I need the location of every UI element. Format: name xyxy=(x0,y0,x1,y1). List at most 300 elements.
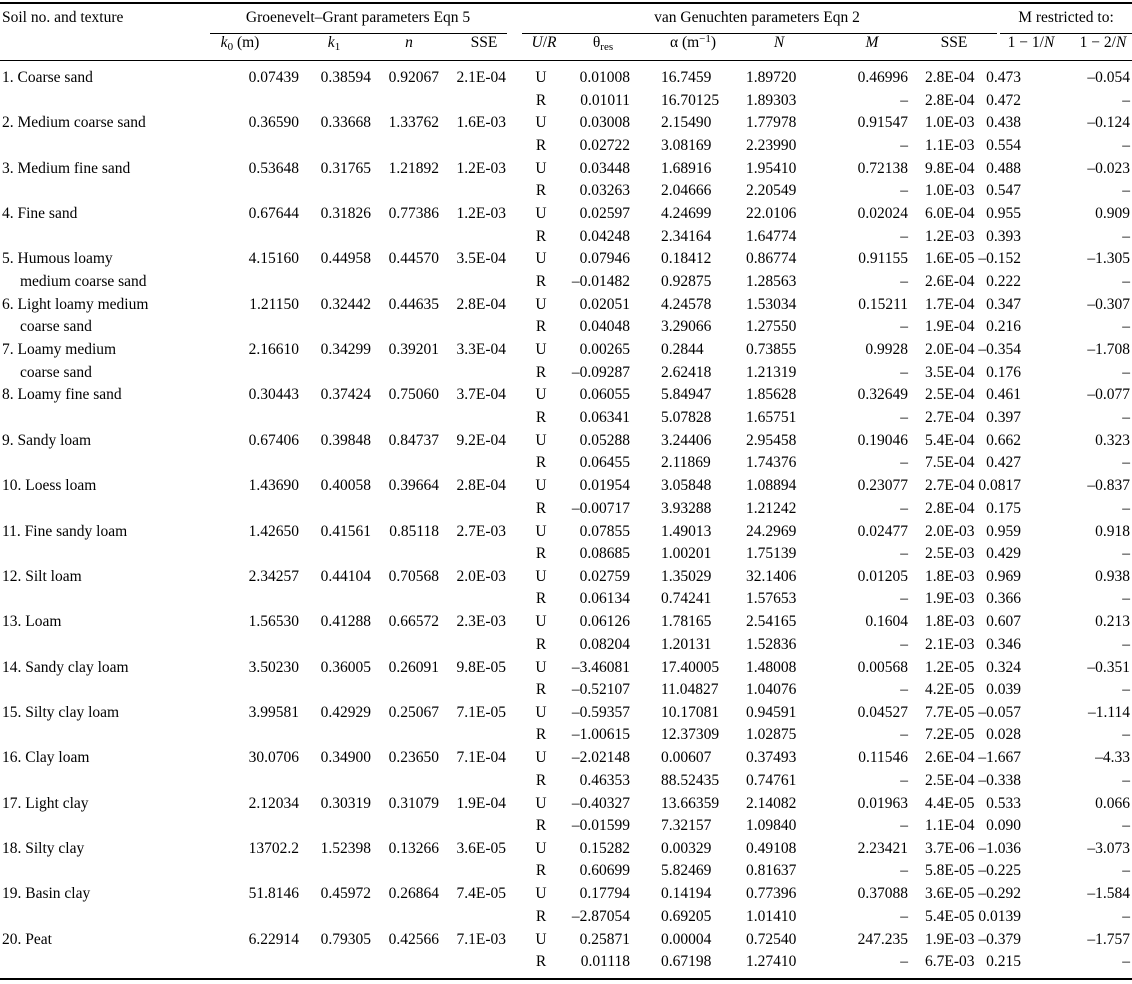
M-cell: – xyxy=(900,364,908,381)
theta-res-cell: –0.00717 xyxy=(571,500,630,517)
N-cell: 1.21242 xyxy=(746,500,797,517)
M-cell: 0.11546 xyxy=(858,749,908,766)
ur-label: U xyxy=(535,704,547,721)
alpha-cell: 5.82469 xyxy=(661,862,712,879)
sse-vg-cell: 1.2E-05 xyxy=(925,659,975,676)
sse-vg-cell: 5.4E-04 xyxy=(925,432,975,449)
theta-res-cell: 0.17794 xyxy=(579,885,630,902)
sse-gg-cell: 9.8E-05 xyxy=(456,659,506,676)
m-one-minus-1-over-N-cell: –0.354 xyxy=(978,341,1021,358)
m-one-minus-2-over-N-cell: 0.909 xyxy=(1095,205,1130,222)
M-cell: – xyxy=(900,862,908,879)
m-one-minus-1-over-N-cell: 0.554 xyxy=(986,137,1021,154)
soil-texture-label: 8. Loamy fine sand xyxy=(2,386,122,403)
k0-cell: 1.43690 xyxy=(248,477,299,494)
n-column-header: n xyxy=(405,34,413,51)
m-one-minus-1-over-N-cell: 0.216 xyxy=(986,318,1021,335)
theta-res-cell: –2.02148 xyxy=(571,749,630,766)
M-cell: – xyxy=(900,137,908,154)
ur-label: R xyxy=(535,908,547,925)
m-one-minus-1-over-N-cell: 0.366 xyxy=(986,590,1021,607)
N-cell: 0.77396 xyxy=(746,885,797,902)
m-one-minus-2-over-N-cell: – xyxy=(1122,500,1130,517)
k0-cell: 13702.2 xyxy=(248,840,299,857)
M-cell: 0.15211 xyxy=(858,296,908,313)
N-cell: 1.01410 xyxy=(746,908,797,925)
N-cell: 0.94591 xyxy=(746,704,797,721)
N-cell: 1.77978 xyxy=(746,114,797,131)
soil-texture-label: 1. Coarse sand xyxy=(2,69,93,86)
N-cell: 1.75139 xyxy=(746,545,797,562)
N-cell: 1.27410 xyxy=(746,953,797,970)
k1-cell: 0.39848 xyxy=(320,432,371,449)
m-one-minus-1-over-N-cell: 0.955 xyxy=(986,205,1021,222)
alpha-cell: 10.17081 xyxy=(661,704,720,721)
k0-cell: 3.50230 xyxy=(248,659,299,676)
m-restricted-group-header: M restricted to: xyxy=(1018,9,1114,26)
sse-vg-cell: 9.8E-04 xyxy=(925,160,975,177)
alpha-cell: 5.07828 xyxy=(661,409,712,426)
sse-gg-cell: 1.2E-03 xyxy=(456,160,506,177)
sse-gg-column-header: SSE xyxy=(470,34,498,51)
N-cell: 1.48008 xyxy=(746,659,797,676)
k0-cell: 0.67644 xyxy=(248,205,299,222)
m-one-minus-1-over-N-cell: 0.429 xyxy=(986,545,1021,562)
ur-label: R xyxy=(535,500,547,517)
alpha-cell: 3.08169 xyxy=(661,137,712,154)
m-one-minus-1-over-N-cell: 0.959 xyxy=(986,523,1021,540)
m-one-minus-2-over-N-cell: – xyxy=(1122,273,1130,290)
N-cell: 1.57653 xyxy=(746,590,797,607)
m-one-minus-1-over-N-cell: –1.667 xyxy=(978,749,1021,766)
N-cell: 22.0106 xyxy=(746,205,797,222)
M-cell: 0.32649 xyxy=(857,386,908,403)
sse-gg-cell: 2.8E-04 xyxy=(456,296,506,313)
k0-cell: 2.34257 xyxy=(248,568,299,585)
m-one-minus-2-over-N-cell: –0.351 xyxy=(1087,659,1130,676)
m-one-minus-1-over-N-cell: 0.969 xyxy=(986,568,1021,585)
M-cell: 0.72138 xyxy=(857,160,908,177)
alpha-cell: 0.69205 xyxy=(661,908,712,925)
m-one-minus-2-over-N-cell: – xyxy=(1122,137,1130,154)
m-one-minus-2-over-N-cell: 0.938 xyxy=(1095,568,1130,585)
ur-label: U xyxy=(535,659,547,676)
m-one-minus-1-over-N-cell: 0.324 xyxy=(986,659,1021,676)
m-one-minus-1-over-N-cell: 0.0817 xyxy=(978,477,1021,494)
alpha-cell: 0.67198 xyxy=(661,953,712,970)
alpha-cell: 11.04827 xyxy=(661,681,719,698)
sse-vg-cell: 2.8E-04 xyxy=(925,92,975,109)
m-one-minus-1-over-N-cell: 0.438 xyxy=(986,114,1021,131)
M-cell: – xyxy=(900,772,908,789)
n-cell: 0.13266 xyxy=(388,840,439,857)
alpha-cell: 0.00329 xyxy=(661,840,712,857)
theta-res-cell: 0.25871 xyxy=(579,931,630,948)
k1-column-header: $k_1$ xyxy=(327,34,341,53)
k1-cell: 0.38594 xyxy=(320,69,371,86)
theta-res-cell: 0.02722 xyxy=(579,137,630,154)
sse-vg-cell: 5.8E-05 xyxy=(925,862,975,879)
N-cell: 1.53034 xyxy=(746,296,797,313)
m-one-minus-1-over-N-cell: 0.662 xyxy=(986,432,1021,449)
alpha-cell: 1.00201 xyxy=(661,545,712,562)
m-one-minus-1-over-N-cell: 0.215 xyxy=(986,953,1021,970)
M-cell: – xyxy=(900,500,908,517)
sse-vg-cell: 1.6E-05 xyxy=(925,250,975,267)
sse-gg-cell: 1.9E-04 xyxy=(456,795,506,812)
ur-label: U xyxy=(535,432,547,449)
soil-texture-label: 7. Loamy medium xyxy=(2,341,117,358)
k0-cell: 0.07439 xyxy=(248,69,299,86)
theta-res-cell: –0.01482 xyxy=(571,273,630,290)
theta-res-cell: 0.08685 xyxy=(579,545,630,562)
ur-label: R xyxy=(535,590,547,607)
k1-cell: 0.37424 xyxy=(320,386,371,403)
k1-cell: 0.44958 xyxy=(320,250,371,267)
soil-texture-label: 6. Light loamy medium xyxy=(2,296,149,313)
alpha-cell: 0.00004 xyxy=(661,931,712,948)
theta-res-cell: –0.59357 xyxy=(571,704,630,721)
k0-cell: 0.53648 xyxy=(248,160,299,177)
m-one-minus-2-over-N-cell: 0.213 xyxy=(1095,613,1130,630)
theta-res-cell: 0.08204 xyxy=(579,636,630,653)
soil-texture-label: 15. Silty clay loam xyxy=(2,704,120,721)
alpha-cell: 0.92875 xyxy=(661,273,712,290)
groenevelt-grant-group-header: Groenevelt–Grant parameters Eqn 5 xyxy=(245,9,471,26)
ur-label: R xyxy=(535,364,547,381)
sse-vg-cell: 5.4E-05 xyxy=(925,908,975,925)
ur-label: R xyxy=(535,454,547,471)
alpha-cell: 13.66359 xyxy=(661,795,720,812)
alpha-cell: 2.11869 xyxy=(661,454,711,471)
ur-label: U xyxy=(535,749,547,766)
bottom-rule xyxy=(0,978,1132,980)
soil-texture-label: 9. Sandy loam xyxy=(2,432,92,449)
m-one-minus-2-over-N-cell: – xyxy=(1122,454,1130,471)
alpha-cell: 1.35029 xyxy=(661,568,712,585)
k0-cell: 1.56530 xyxy=(248,613,299,630)
m-one-minus-2-over-N-cell: – xyxy=(1122,681,1130,698)
theta-res-cell: 0.02597 xyxy=(579,205,630,222)
van-genuchten-group-header: van Genuchten parameters Eqn 2 xyxy=(654,9,860,26)
soil-texture-label: medium coarse sand xyxy=(20,273,147,290)
N-cell: 1.64774 xyxy=(746,228,797,245)
sse-gg-cell: 7.4E-05 xyxy=(456,885,506,902)
M-cell: – xyxy=(900,726,908,743)
k1-cell: 0.44104 xyxy=(320,568,371,585)
sse-gg-cell: 2.1E-04 xyxy=(456,69,506,86)
m-one-minus-1-over-N-cell: 0.176 xyxy=(986,364,1021,381)
alpha-cell: 16.70125 xyxy=(661,92,720,109)
alpha-cell: 2.34164 xyxy=(661,228,712,245)
m-one-minus-2-over-N-cell: – xyxy=(1122,409,1130,426)
n-cell: 0.70568 xyxy=(388,568,439,585)
k0-cell: 0.36590 xyxy=(248,114,299,131)
soil-texture-label: 11. Fine sandy loam xyxy=(2,523,128,540)
m-one-minus-1-over-N-cell: –0.057 xyxy=(978,704,1021,721)
M-cell: 0.9928 xyxy=(865,341,908,358)
sse-vg-cell: 1.8E-03 xyxy=(925,613,975,630)
sse-vg-cell: 2.7E-04 xyxy=(925,477,975,494)
N-cell: 1.02875 xyxy=(746,726,797,743)
theta-res-cell: –2.87054 xyxy=(571,908,630,925)
sse-vg-cell: 2.5E-04 xyxy=(925,386,975,403)
k0-cell: 4.15160 xyxy=(248,250,299,267)
alpha-cell: 5.84947 xyxy=(661,386,712,403)
soil-texture-label: 13. Loam xyxy=(2,613,62,630)
k1-cell: 0.32442 xyxy=(320,296,371,313)
k0-cell: 3.99581 xyxy=(248,704,299,721)
ur-label: U xyxy=(535,386,547,403)
N-cell: 1.04076 xyxy=(746,681,797,698)
m-one-minus-1-over-N-cell: 0.547 xyxy=(986,182,1021,199)
m-one-minus-1-over-N-cell: –0.379 xyxy=(978,931,1021,948)
N-cell: 1.28563 xyxy=(746,273,797,290)
sse-vg-cell: 6.7E-03 xyxy=(925,953,975,970)
m-one-minus-2-over-N-cell: 0.323 xyxy=(1095,432,1130,449)
theta-res-cell: 0.02051 xyxy=(579,296,630,313)
ur-label: R xyxy=(535,953,547,970)
theta-res-cell: 0.06055 xyxy=(579,386,630,403)
M-cell: 0.46996 xyxy=(857,69,908,86)
ur-label: U xyxy=(535,523,547,540)
M-column-header: M xyxy=(865,34,879,51)
m-one-minus-1-over-N-cell: 0.347 xyxy=(986,296,1021,313)
ur-label: U xyxy=(535,160,547,177)
sse-vg-cell: 2.0E-03 xyxy=(925,523,975,540)
ur-label: R xyxy=(535,409,547,426)
M-cell: 0.91155 xyxy=(858,250,908,267)
alpha-cell: 0.14194 xyxy=(661,885,712,902)
soil-texture-label: 18. Silty clay xyxy=(2,840,85,857)
theta-res-cell: –0.01599 xyxy=(571,817,630,834)
alpha-cell: 88.52435 xyxy=(661,772,720,789)
theta-res-cell: –1.00615 xyxy=(571,726,630,743)
ur-label: U xyxy=(535,931,547,948)
soil-texture-label: 16. Clay loam xyxy=(2,749,90,766)
k1-cell: 0.42929 xyxy=(320,704,371,721)
sse-vg-cell: 7.7E-05 xyxy=(925,704,975,721)
n-cell: 0.26864 xyxy=(388,885,439,902)
theta-res-cell: 0.46353 xyxy=(579,772,630,789)
m-one-minus-1-over-N-cell: 0.222 xyxy=(986,273,1021,290)
ur-label: R xyxy=(535,137,547,154)
k1-cell: 0.34299 xyxy=(320,341,371,358)
m-one-minus-1-over-N-header: 1 − 1/N xyxy=(1007,34,1055,51)
sse-vg-cell: 2.6E-04 xyxy=(925,749,975,766)
m-one-minus-1-over-N-cell: –0.152 xyxy=(978,250,1021,267)
theta-res-cell: 0.06341 xyxy=(579,409,630,426)
alpha-cell: 17.40005 xyxy=(661,659,720,676)
n-cell: 0.25067 xyxy=(388,704,439,721)
ur-label: R xyxy=(535,636,547,653)
m-one-minus-2-over-N-cell: – xyxy=(1122,318,1130,335)
k0-cell: 1.21150 xyxy=(249,296,299,313)
m-one-minus-1-over-N-cell: 0.0139 xyxy=(978,908,1021,925)
sse-gg-cell: 3.6E-05 xyxy=(456,840,506,857)
sse-vg-cell: 1.1E-03 xyxy=(925,137,975,154)
M-cell: – xyxy=(900,908,908,925)
sse-vg-cell: 1.1E-04 xyxy=(925,817,975,834)
sse-vg-column-header: SSE xyxy=(940,34,968,51)
k0-cell: 51.8146 xyxy=(248,885,299,902)
k1-cell: 0.30319 xyxy=(320,795,371,812)
theta-res-cell: 0.01011 xyxy=(580,92,630,109)
sse-gg-cell: 3.3E-04 xyxy=(456,341,506,358)
k0-cell: 0.67406 xyxy=(248,432,299,449)
m-one-minus-2-over-N-cell: – xyxy=(1122,590,1130,607)
N-cell: 2.54165 xyxy=(746,613,797,630)
ur-label: U xyxy=(535,250,547,267)
sse-gg-cell: 3.7E-04 xyxy=(456,386,506,403)
sse-vg-cell: 1.9E-03 xyxy=(925,931,975,948)
M-cell: – xyxy=(900,953,908,970)
m-one-minus-1-over-N-cell: 0.175 xyxy=(986,500,1021,517)
m-one-minus-2-over-N-cell: 0.918 xyxy=(1095,523,1130,540)
sse-vg-cell: 2.7E-04 xyxy=(925,409,975,426)
alpha-cell: 3.24406 xyxy=(661,432,712,449)
sse-gg-cell: 1.6E-03 xyxy=(456,114,506,131)
M-cell: – xyxy=(900,681,908,698)
m-one-minus-2-over-N-cell: –1.584 xyxy=(1087,885,1130,902)
M-cell: – xyxy=(900,318,908,335)
m-one-minus-1-over-N-cell: –0.225 xyxy=(978,862,1021,879)
N-cell: 0.74761 xyxy=(746,772,797,789)
N-cell: 2.20549 xyxy=(746,182,797,199)
alpha-cell: 1.78165 xyxy=(661,613,712,630)
soil-texture-label: 20. Peat xyxy=(2,931,52,948)
m-one-minus-2-over-N-cell: 0.066 xyxy=(1095,795,1130,812)
theta-res-cell: 0.05288 xyxy=(579,432,630,449)
M-cell: – xyxy=(900,636,908,653)
M-cell: 0.37088 xyxy=(857,885,908,902)
sse-vg-cell: 4.2E-05 xyxy=(925,681,975,698)
sse-gg-cell: 9.2E-04 xyxy=(456,432,506,449)
M-cell: 0.1604 xyxy=(865,613,908,630)
m-one-minus-2-over-N-cell: –0.054 xyxy=(1087,69,1130,86)
m-one-minus-2-over-N-cell: –1.305 xyxy=(1087,250,1130,267)
soil-texture-label: coarse sand xyxy=(20,318,92,335)
m-one-minus-2-over-N-cell: –0.077 xyxy=(1087,386,1130,403)
n-cell: 0.77386 xyxy=(388,205,439,222)
ur-label: R xyxy=(535,726,547,743)
m-one-minus-1-over-N-cell: 0.472 xyxy=(986,92,1021,109)
N-cell: 0.86774 xyxy=(746,250,797,267)
sse-vg-cell: 1.9E-04 xyxy=(925,318,975,335)
M-cell: 0.04527 xyxy=(857,704,908,721)
soil-texture-label: 2. Medium coarse sand xyxy=(2,114,146,131)
n-cell: 0.39664 xyxy=(388,477,439,494)
soil-texture-label: coarse sand xyxy=(20,364,92,381)
sse-vg-cell: 3.6E-05 xyxy=(925,885,975,902)
sse-gg-cell: 7.1E-04 xyxy=(456,749,506,766)
sse-vg-cell: 2.0E-04 xyxy=(925,341,975,358)
m-one-minus-2-over-N-cell: – xyxy=(1122,772,1130,789)
m-one-minus-2-over-N-cell: – xyxy=(1122,228,1130,245)
n-cell: 0.85118 xyxy=(389,523,439,540)
sse-vg-cell: 1.8E-03 xyxy=(925,568,975,585)
sse-vg-cell: 4.4E-05 xyxy=(925,795,975,812)
m-one-minus-1-over-N-cell: 0.533 xyxy=(986,795,1021,812)
sse-gg-cell: 2.8E-04 xyxy=(456,477,506,494)
N-cell: 1.27550 xyxy=(746,318,797,335)
k1-cell: 0.41288 xyxy=(320,613,371,630)
k0-cell: 30.0706 xyxy=(248,749,299,766)
n-cell: 0.44635 xyxy=(388,296,439,313)
m-one-minus-1-over-N-cell: 0.397 xyxy=(986,409,1021,426)
sse-gg-cell: 7.1E-05 xyxy=(456,704,506,721)
N-cell: 1.85628 xyxy=(746,386,797,403)
theta-res-cell: –0.09287 xyxy=(571,364,630,381)
N-cell: 32.1406 xyxy=(746,568,797,585)
soil-column-header: Soil no. and texture xyxy=(2,9,124,26)
m-one-minus-2-over-N-header: 1 − 2/N xyxy=(1079,34,1127,51)
N-cell: 1.95410 xyxy=(746,160,797,177)
ur-label: U xyxy=(535,840,547,857)
k1-cell: 0.31826 xyxy=(320,205,371,222)
N-cell: 1.65751 xyxy=(746,409,797,426)
ur-label: R xyxy=(535,182,547,199)
soil-texture-label: 3. Medium fine sand xyxy=(2,160,131,177)
sse-vg-cell: 2.5E-04 xyxy=(925,772,975,789)
k0-cell: 6.22914 xyxy=(248,931,299,948)
M-cell: 0.23077 xyxy=(857,477,908,494)
m-one-minus-2-over-N-cell: –0.307 xyxy=(1087,296,1130,313)
m-one-minus-1-over-N-cell: 0.028 xyxy=(986,726,1021,743)
sse-vg-cell: 1.0E-03 xyxy=(925,182,975,199)
alpha-cell: 2.04666 xyxy=(661,182,712,199)
k0-cell: 2.12034 xyxy=(248,795,299,812)
alpha-cell: 12.37309 xyxy=(661,726,720,743)
k1-cell: 0.40058 xyxy=(320,477,371,494)
theta-res-cell: 0.01008 xyxy=(579,69,630,86)
n-cell: 0.31079 xyxy=(388,795,439,812)
m-one-minus-1-over-N-cell: 0.427 xyxy=(986,454,1021,471)
M-cell: 0.91547 xyxy=(857,114,908,131)
m-one-minus-1-over-N-cell: 0.039 xyxy=(986,681,1021,698)
theta-res-cell: –0.40327 xyxy=(571,795,630,812)
alpha-column-header: α $(m^{-1})$ xyxy=(669,33,717,51)
alpha-cell: 2.62418 xyxy=(661,364,712,381)
header-rule xyxy=(0,60,1132,61)
soil-texture-label: 12. Silt loam xyxy=(2,568,82,585)
theta-res-cell: 0.15282 xyxy=(579,840,630,857)
M-cell: 247.235 xyxy=(857,931,908,948)
n-cell: 0.84737 xyxy=(388,432,439,449)
N-cell: 1.89720 xyxy=(746,69,797,86)
m-one-minus-2-over-N-cell: –1.114 xyxy=(1087,704,1130,721)
N-cell: 2.23990 xyxy=(746,137,797,154)
theta-res-cell: 0.06134 xyxy=(579,590,630,607)
m-one-minus-1-over-N-cell: –0.338 xyxy=(978,772,1021,789)
soil-texture-label: 5. Humous loamy xyxy=(2,250,113,267)
M-cell: 2.23421 xyxy=(857,840,908,857)
k1-cell: 0.45972 xyxy=(320,885,371,902)
k1-cell: 0.34900 xyxy=(320,749,371,766)
m-one-minus-2-over-N-cell: –4.33 xyxy=(1095,749,1130,766)
k1-cell: 0.41561 xyxy=(320,523,371,540)
alpha-cell: 0.18412 xyxy=(661,250,712,267)
sse-vg-cell: 6.0E-04 xyxy=(925,205,975,222)
M-cell: – xyxy=(900,545,908,562)
sse-vg-cell: 2.6E-04 xyxy=(925,273,975,290)
ur-label: R xyxy=(535,862,547,879)
ur-label: R xyxy=(535,273,547,290)
k0-cell: 0.30443 xyxy=(248,386,299,403)
sse-vg-cell: 1.2E-03 xyxy=(925,228,975,245)
alpha-cell: 7.32157 xyxy=(661,817,712,834)
ur-label: U xyxy=(535,568,547,585)
